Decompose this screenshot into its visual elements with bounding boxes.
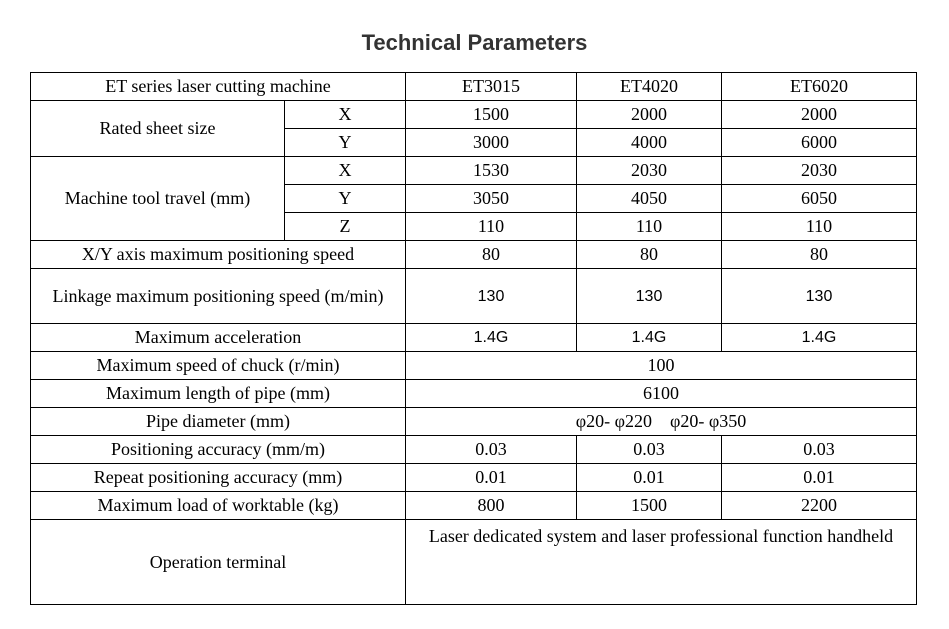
value-cell: 130 — [406, 269, 577, 324]
value-cell: 2000 — [577, 101, 722, 129]
value-cell: 100 — [406, 352, 917, 380]
value-cell: 6100 — [406, 380, 917, 408]
value-cell: 110 — [577, 213, 722, 241]
table-row — [31, 408, 917, 436]
table-header-row — [31, 73, 917, 101]
value-cell: 2200 — [722, 492, 917, 520]
value-cell: 3000 — [406, 129, 577, 157]
row-label: Positioning accuracy (mm/m) — [31, 436, 406, 464]
row-label: Pipe diameter (mm) — [31, 408, 406, 436]
value-cell: 1530 — [406, 157, 577, 185]
table-row — [31, 241, 917, 269]
table-row — [31, 269, 917, 324]
value-cell: 2000 — [722, 101, 917, 129]
table-row — [31, 324, 917, 352]
value-cell: 1.4G — [722, 324, 917, 352]
row-label: Maximum length of pipe (mm) — [31, 380, 406, 408]
value-cell: 0.01 — [577, 464, 722, 492]
value-cell: 2030 — [722, 157, 917, 185]
row-label: Repeat positioning accuracy (mm) — [31, 464, 406, 492]
model-header-et3015: ET3015 — [406, 73, 577, 101]
header-label-cell: ET series laser cutting machine — [31, 73, 406, 101]
value-cell: 0.03 — [722, 436, 917, 464]
value-cell: 1.4G — [577, 324, 722, 352]
value-cell: 0.01 — [722, 464, 917, 492]
value-cell: 1500 — [406, 101, 577, 129]
axis-label: Y — [285, 185, 406, 213]
row-label: Maximum acceleration — [31, 324, 406, 352]
value-cell: Laser dedicated system and laser professional function handheld — [406, 520, 917, 605]
value-cell: 1500 — [577, 492, 722, 520]
row-label: Linkage maximum positioning speed (m/min) — [31, 269, 406, 324]
value-cell: 110 — [722, 213, 917, 241]
value-cell: 130 — [577, 269, 722, 324]
table-row — [31, 380, 917, 408]
table-row — [31, 520, 917, 605]
value-cell: 1.4G — [406, 324, 577, 352]
table-row — [31, 464, 917, 492]
value-cell: 0.03 — [577, 436, 722, 464]
value-cell: 80 — [577, 241, 722, 269]
table-row — [31, 157, 917, 185]
table-row — [31, 101, 917, 129]
rated-sheet-size-label: Rated sheet size — [31, 101, 285, 157]
value-cell: 2030 — [577, 157, 722, 185]
row-label: Maximum load of worktable (kg) — [31, 492, 406, 520]
row-label: Maximum speed of chuck (r/min) — [31, 352, 406, 380]
value-cell: 4000 — [577, 129, 722, 157]
table-row — [31, 352, 917, 380]
axis-label: X — [285, 157, 406, 185]
axis-label: X — [285, 101, 406, 129]
value-cell: 110 — [406, 213, 577, 241]
technical-parameters-table — [30, 72, 917, 605]
row-label: X/Y axis maximum positioning speed — [31, 241, 406, 269]
value-cell: 0.03 — [406, 436, 577, 464]
axis-label: Y — [285, 129, 406, 157]
value-cell: 800 — [406, 492, 577, 520]
row-label: Operation terminal — [31, 520, 406, 605]
value-cell: 6050 — [722, 185, 917, 213]
machine-tool-travel-label: Machine tool travel (mm) — [31, 157, 285, 241]
value-cell: 6000 — [722, 129, 917, 157]
value-cell: 80 — [722, 241, 917, 269]
model-header-et6020: ET6020 — [722, 73, 917, 101]
value-cell: 0.01 — [406, 464, 577, 492]
model-header-et4020: ET4020 — [577, 73, 722, 101]
page-title: Technical Parameters — [361, 30, 588, 55]
table-row — [31, 436, 917, 464]
value-cell: φ20- φ220 φ20- φ350 — [406, 408, 917, 436]
value-cell: 130 — [722, 269, 917, 324]
table-row — [31, 492, 917, 520]
value-cell: 3050 — [406, 185, 577, 213]
value-cell: 80 — [406, 241, 577, 269]
axis-label: Z — [285, 213, 406, 241]
value-cell: 4050 — [577, 185, 722, 213]
